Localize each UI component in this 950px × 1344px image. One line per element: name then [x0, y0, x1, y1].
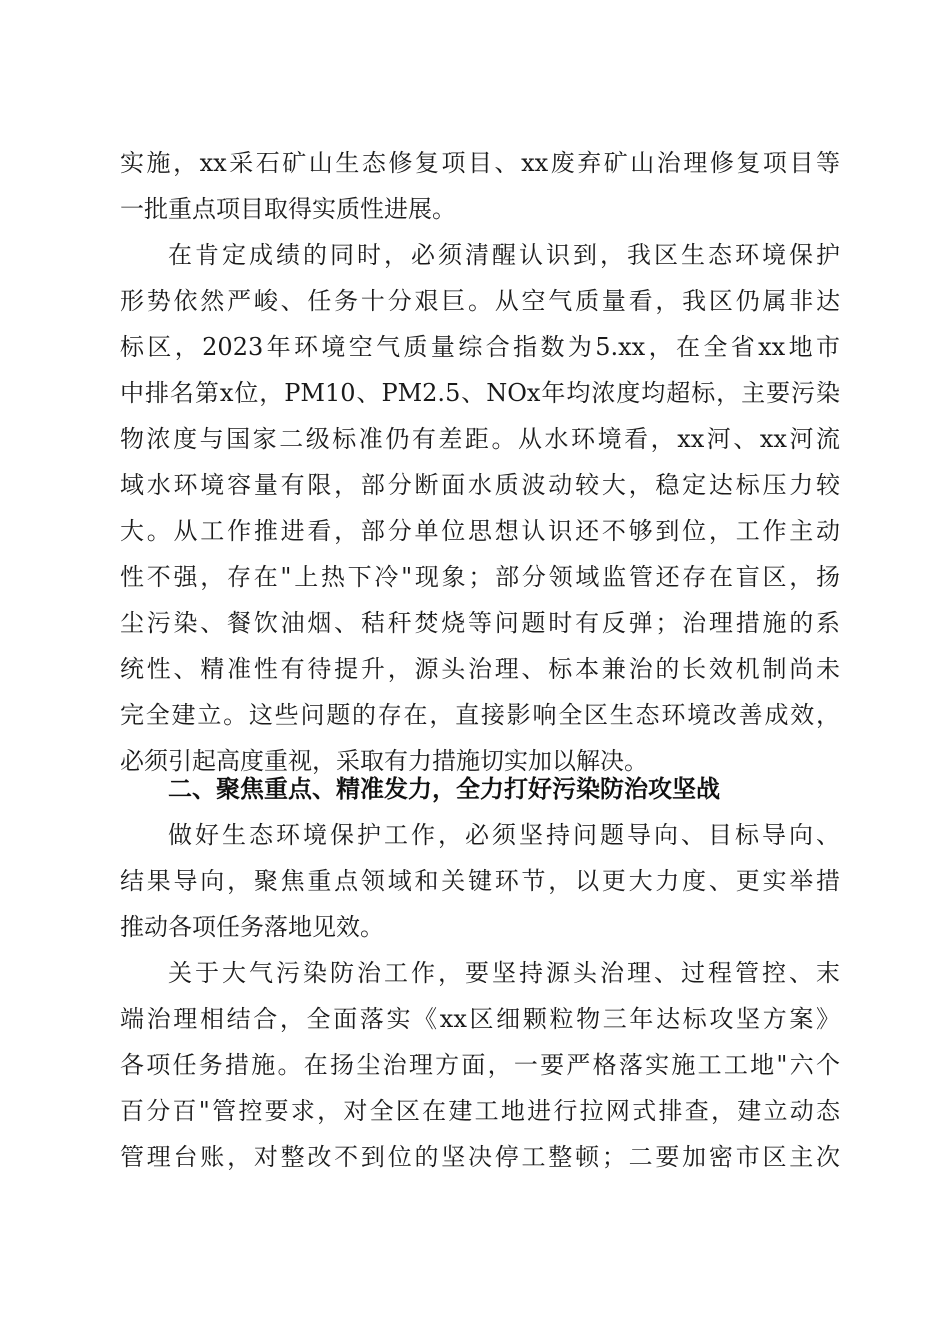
text-line: 域水环境容量有限，部分断面水质波动较大，稳定达标压力较 — [120, 471, 840, 499]
text-line: 统性、精准性有待提升，源头治理、标本兼治的长效机制尚未 — [120, 655, 840, 683]
paragraph-first-line: 在肯定成绩的同时，必须清醒认识到，我区生态环境保护 — [168, 241, 840, 269]
text-line: 大。从工作推进看，部分单位思想认识还不够到位，工作主动 — [120, 517, 840, 545]
paragraph-first-line: 做好生态环境保护工作，必须坚持问题导向、目标导向、 — [168, 821, 840, 849]
text-line: 完全建立。这些问题的存在，直接影响全区生态环境改善成效， — [120, 701, 840, 729]
text-line: 物浓度与国家二级标准仍有差距。从水环境看，xx河、xx河流 — [120, 425, 840, 453]
text-line: 性不强，存在"上热下冷"现象；部分领域监管还存在盲区，扬 — [120, 563, 840, 591]
text-line: 一批重点项目取得实质性进展。 — [120, 195, 456, 223]
text-line: 百分百"管控要求，对全区在建工地进行拉网式排查，建立动态 — [120, 1097, 840, 1125]
text-line: 形势依然严峻、任务十分艰巨。从空气质量看，我区仍属非达 — [120, 287, 840, 315]
text-line: 中排名第x位，PM10、PM2.5、NOx年均浓度均超标，主要污染 — [120, 379, 840, 407]
text-line: 实施，xx采石矿山生态修复项目、xx废弃矿山治理修复项目等 — [120, 149, 840, 177]
paragraph-first-line: 关于大气污染防治工作，要坚持源头治理、过程管控、末 — [168, 959, 840, 987]
section-heading: 二、聚焦重点、精准发力，全力打好污染防治攻坚战 — [168, 775, 720, 803]
text-line: 管理台账，对整改不到位的坚决停工整顿；二要加密市区主次 — [120, 1143, 840, 1171]
text-line: 标区，2023年环境空气质量综合指数为5.xx，在全省xx地市 — [120, 333, 840, 361]
text-line: 结果导向，聚焦重点领域和关键环节，以更大力度、更实举措 — [120, 867, 840, 895]
text-line: 推动各项任务落地见效。 — [120, 913, 384, 941]
text-line: 端治理相结合，全面落实《xx区细颗粒物三年达标攻坚方案》 — [120, 1005, 840, 1033]
text-line: 尘污染、餐饮油烟、秸秆焚烧等问题时有反弹；治理措施的系 — [120, 609, 840, 637]
text-line: 必须引起高度重视，采取有力措施切实加以解决。 — [120, 747, 648, 775]
text-line: 各项任务措施。在扬尘治理方面，一要严格落实施工工地"六个 — [120, 1051, 840, 1079]
